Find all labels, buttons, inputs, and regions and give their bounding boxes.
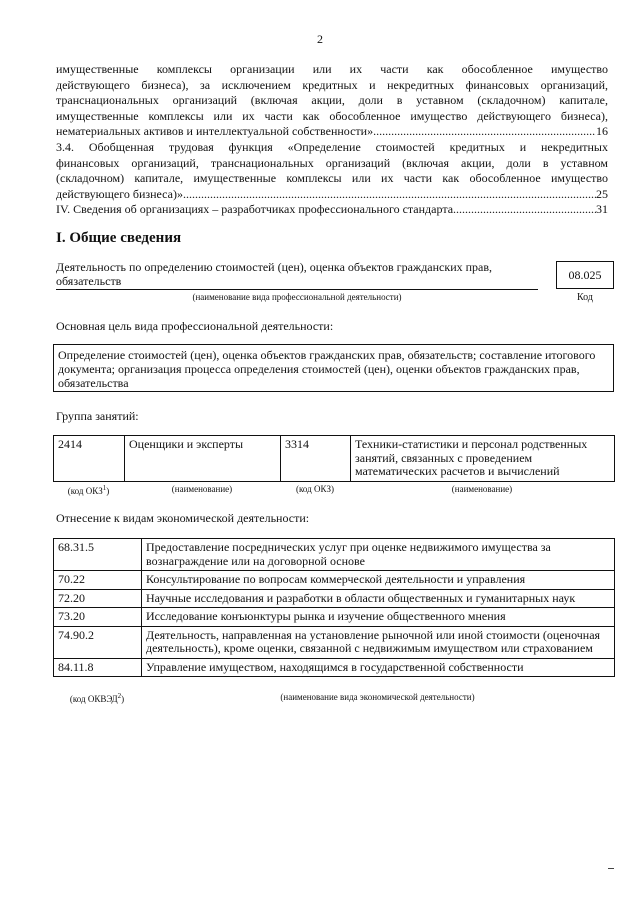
- economic-activity-label: Отнесение к видам экономической деятельности:: [56, 511, 310, 525]
- toc-entry[interactable]: [56, 124, 608, 140]
- activity-code-box: [556, 261, 614, 289]
- okz-name-cell: Оценщики и эксперты: [125, 436, 281, 482]
- okz-code-cell: 2414: [54, 436, 125, 482]
- table-row: [54, 658, 615, 677]
- okved-code-cell: 73.20: [54, 608, 142, 627]
- section-title: I. Общие сведения: [56, 230, 182, 246]
- okved-name-cell: Научные исследования и разработки в области общественных и гуманитарных наук: [142, 589, 615, 608]
- toc-page-number: 25: [596, 186, 608, 201]
- okz-name-cell: Техники-статистики и персонал родственных занятий, связанных с проведением математических расчетов и вычислений: [351, 436, 615, 482]
- toc-line: 3.4. Обобщенная трудовая функция «Определение стоимостей кредитных и некредитных: [56, 139, 608, 154]
- table-of-contents: [56, 62, 608, 218]
- okved-code-cell: 68.31.5: [54, 539, 142, 571]
- okz-code-cell: 3314: [281, 436, 351, 482]
- okz-name-caption: (наименование): [451, 484, 513, 494]
- okved-name-cell: Предоставление посреднических услуг при оценке недвижимого имущества за вознаграждение или на договорной основе: [142, 539, 615, 571]
- activity-underline: [56, 289, 538, 290]
- okved-name-cell: Деятельность, направленная на установление рыночной или иной стоимости (оценочная деятельность), кроме оценки, связанной с недвижимым имуществом или страхованием: [142, 626, 615, 658]
- toc-entry[interactable]: [56, 202, 608, 218]
- table-row: [54, 436, 615, 482]
- okved-name-cell: Управление имуществом, находящимся в государственной собственности: [142, 658, 615, 677]
- table-row: [54, 539, 615, 571]
- okved-name-cell: Консультирование по вопросам коммерческой деятельности и управления: [142, 571, 615, 590]
- toc-line: транснациональных организаций (включая акции, доли в уставном (складочном) капитале,: [56, 93, 608, 108]
- okved-code-cell: 70.22: [54, 571, 142, 590]
- scan-mark: [608, 868, 614, 869]
- okved-name-caption: (наименование вида экономической деятельности): [280, 692, 475, 702]
- toc-leader-dots: [453, 202, 596, 218]
- goal-text: Определение стоимостей (цен), оценка объектов гражданских прав, обязательств; составление итогового документа; организация процесса определения стоимостей (цен), оценки объектов гражданских прав, обязательства: [58, 348, 596, 390]
- okz-code-caption: (код ОКЗ): [296, 484, 334, 494]
- toc-entry-title: нематериальных активов и интеллектуальной собственности»: [56, 124, 374, 139]
- activity-caption: (наименование вида профессиональной деятельности): [192, 292, 402, 302]
- goal-label: Основная цель вида профессиональной деятельности:: [56, 319, 334, 333]
- table-row: [54, 589, 615, 608]
- toc-line: финансовых организаций, транснациональных организаций (включая акции, доли в уставном: [56, 155, 608, 170]
- activity-code: 08.025: [568, 267, 602, 282]
- okz-name-caption: (наименование): [171, 484, 233, 494]
- toc-leader-dots: [373, 124, 596, 140]
- toc-line: действующего бизнеса), за исключением кредитных и некредитных финансовых организаций,: [56, 77, 608, 92]
- toc-entry-title: IV. Сведения об организациях – разработчиках профессионального стандарта: [56, 202, 454, 217]
- toc-entry-title: действующего бизнеса)»: [56, 186, 183, 201]
- activity-name: Деятельность по определению стоимостей (цен), оценка объектов гражданских прав, обязательств: [56, 260, 493, 288]
- okz-code-caption: (код ОКЗ$^1$): [67, 484, 110, 496]
- toc-page-number: 31: [596, 202, 608, 217]
- okved-name-cell: Исследование конъюнктуры рынка и изучение общественного мнения: [142, 608, 615, 627]
- okved-table: [53, 538, 615, 677]
- okved-code-cell: 72.20: [54, 589, 142, 608]
- occupation-group-table: [53, 435, 615, 482]
- okved-code-cell: 84.11.8: [54, 658, 142, 677]
- toc-entry[interactable]: [56, 187, 608, 203]
- page-number: 2: [317, 32, 323, 46]
- okved-code-caption: (код ОКВЭД$^2$): [69, 692, 125, 704]
- table-row: [54, 626, 615, 658]
- occupation-group-label: Группа занятий:: [56, 409, 139, 423]
- goal-box: [53, 344, 614, 392]
- table-row: [54, 571, 615, 590]
- toc-line: имущественные комплексы организации или их части как обособленное имущество: [56, 62, 608, 76]
- toc-page-number: 16: [596, 124, 608, 139]
- toc-leader-dots: [183, 187, 596, 203]
- toc-line: (складочном) капитале, имущественные комплексы или их части как обособленное имущество: [56, 171, 608, 186]
- table-row: [54, 608, 615, 627]
- code-caption: Код: [577, 292, 593, 303]
- okved-code-cell: 74.90.2: [54, 626, 142, 658]
- toc-line: имущественные комплексы или их части как обособленное имущество действующего бизнеса),: [56, 108, 608, 123]
